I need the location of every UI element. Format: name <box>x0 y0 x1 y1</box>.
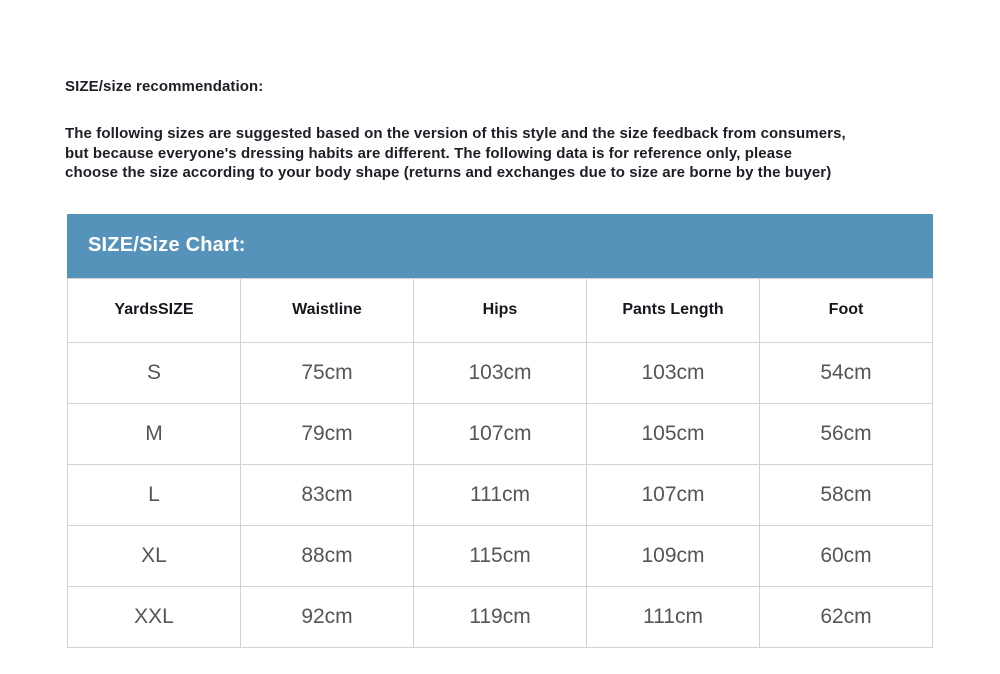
recommendation-line-2: but because everyone's dressing habits are different. The following data is for reference only, please <box>65 144 793 162</box>
column-header-yards-size: YardsSIZE <box>68 278 241 342</box>
recommendation-line-1: The following sizes are suggested based on the version of this style and the size feedback from consumers, <box>65 125 846 142</box>
size-cell: M <box>68 403 241 464</box>
table-row-l <box>68 464 933 525</box>
column-header-hips: Hips <box>414 278 587 342</box>
waistline-cell: 75cm <box>241 342 414 403</box>
waistline-cell: 83cm <box>241 464 414 525</box>
size-chart-title-bar <box>67 214 933 278</box>
recommendation-line-3: choose the size according to your body shape (returns and exchanges due to size are borne by the buyer) <box>65 164 832 181</box>
hips-cell: 103cm <box>414 342 587 403</box>
size-chart-title: SIZE/Size Chart: <box>88 234 246 256</box>
size-cell: XL <box>68 525 241 586</box>
foot-cell: 60cm <box>760 525 933 586</box>
foot-cell: 62cm <box>760 586 933 647</box>
pants-length-cell: 107cm <box>587 464 760 525</box>
size-cell: L <box>68 464 241 525</box>
hips-cell: 107cm <box>414 403 587 464</box>
table-row-m <box>68 403 933 464</box>
table-row-xl <box>68 525 933 586</box>
waistline-cell: 79cm <box>241 403 414 464</box>
size-table-header-row <box>68 278 933 342</box>
foot-cell: 56cm <box>760 403 933 464</box>
pants-length-cell: 109cm <box>587 525 760 586</box>
hips-cell: 115cm <box>414 525 587 586</box>
table-row-s <box>68 342 933 403</box>
hips-cell: 111cm <box>414 464 587 525</box>
pants-length-cell: 103cm <box>587 342 760 403</box>
size-table <box>67 278 933 648</box>
waistline-cell: 88cm <box>241 525 414 586</box>
hips-cell: 119cm <box>414 586 587 647</box>
foot-cell: 54cm <box>760 342 933 403</box>
pants-length-cell: 111cm <box>587 586 760 647</box>
column-header-waistline: Waistline <box>241 278 414 342</box>
size-cell: S <box>68 342 241 403</box>
waistline-cell: 92cm <box>241 586 414 647</box>
column-header-foot: Foot <box>760 278 933 342</box>
size-chart-section <box>67 214 933 648</box>
recommendation-paragraph <box>65 124 1000 183</box>
recommendation-heading: SIZE/size recommendation: <box>65 78 264 95</box>
table-row-xxl <box>68 586 933 647</box>
column-header-pants-length: Pants Length <box>587 278 760 342</box>
pants-length-cell: 105cm <box>587 403 760 464</box>
size-cell: XXL <box>68 586 241 647</box>
foot-cell: 58cm <box>760 464 933 525</box>
